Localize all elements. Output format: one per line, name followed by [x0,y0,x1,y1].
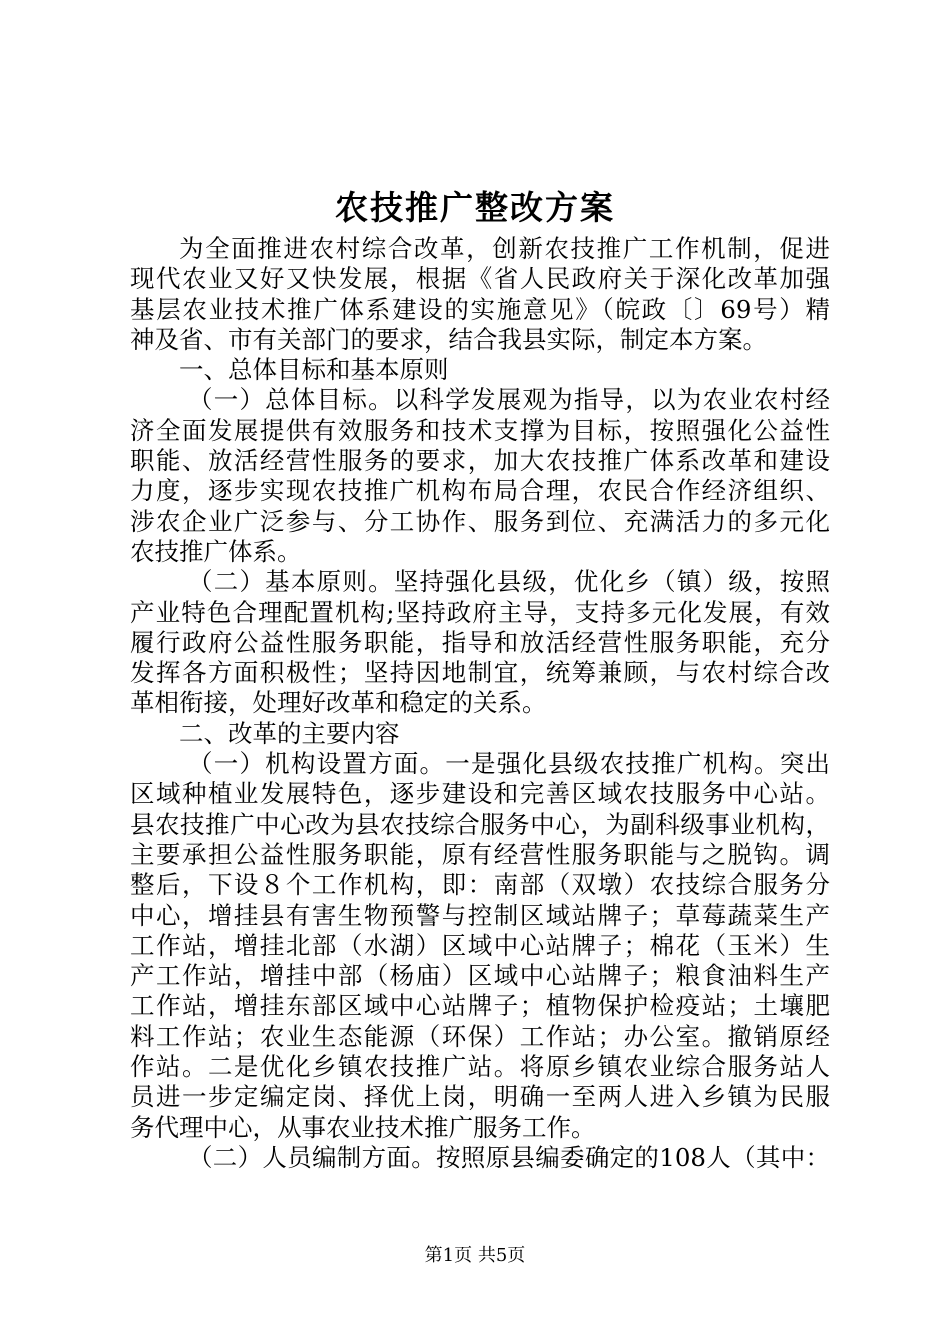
body-line: 济全面发展提供有效服务和技术支撑为目标，按照强化公益性 [130,415,830,445]
document-body [130,234,830,1173]
body-line: 务代理中心，从事农业技术推广服务工作。 [130,1112,596,1142]
body-line: 农技推广体系。 [130,536,302,566]
body-line: 工作站，增挂东部区域中心站牌子；植物保护检疫站；土壤肥 [130,991,830,1021]
body-line: 职能、放活经营性服务的要求，加大农技推广体系改革和建设 [130,446,830,476]
body-line: 料工作站；农业生态能源（环保）工作站；办公室。撤销原经 [130,1021,830,1051]
document-title: 农技推广整改方案 [335,188,615,227]
body-line: 员进一步定编定岗、择优上岗，明确一至两人进入乡镇为民服 [130,1082,830,1112]
body-line: 力度，逐步实现农技推广机构布局合理，农民合作经济组织、 [130,476,830,506]
body-line: 产工作站，增挂中部（杨庙）区域中心站牌子；粮食油料生产 [130,961,830,991]
body-line: 整后，下设８个工作机构，即：南部（双墩）农技综合服务分 [130,870,830,900]
body-line: 发挥各方面积极性；坚持因地制宜，统筹兼顾，与农村综合改 [130,658,830,688]
body-line: 产业特色合理配置机构;坚持政府主导，支持多元化发展，有效 [130,597,830,627]
body-line: （二）基本原则。坚持强化县级，优化乡（镇）级，按照 [188,567,830,597]
body-line: 主要承担公益性服务职能，原有经营性服务职能与之脱钩。调 [130,839,830,869]
body-line: 革相衔接，处理好改革和稳定的关系。 [130,688,547,718]
body-line: 二、改革的主要内容 [179,718,400,748]
body-line: 县农技推广中心改为县农技综合服务中心，为副科级事业机构， [130,809,830,839]
body-line: 区域种植业发展特色，逐步建设和完善区域农技服务中心站。 [130,779,830,809]
page-footer: 第1页 共5页 [424,1245,526,1266]
body-line: 履行政府公益性服务职能，指导和放活经营性服务职能，充分 [130,627,830,657]
body-line: （一）机构设置方面。一是强化县级农技推广机构。突出 [188,749,830,779]
body-line: 一、总体目标和基本原则 [179,355,449,385]
body-line: 作站。二是优化乡镇农技推广站。将原乡镇农业综合服务站人 [130,1052,830,1082]
body-line: 神及省、市有关部门的要求，结合我县实际，制定本方案。 [130,324,767,354]
body-line: 中心，增挂县有害生物预警与控制区域站牌子；草莓蔬菜生产 [130,900,830,930]
body-line: 工作站，增挂北部（水湖）区域中心站牌子；棉花（玉米）生 [130,930,830,960]
body-line: 涉农企业广泛参与、分工协作、服务到位、充满活力的多元化 [130,506,830,536]
body-line: （二）人员编制方面。按照原县编委确定的108人（其中： [188,1142,830,1172]
body-line: 基层农业技术推广体系建设的实施意见》（皖政〔〕69号）精 [130,294,830,324]
body-line: 为全面推进农村综合改革，创新农技推广工作机制，促进 [179,234,830,263]
body-line: （一）总体目标。以科学发展观为指导，以为农业农村经 [188,385,830,415]
body-line: 现代农业又好又快发展，根据《省人民政府关于深化改革加强 [130,264,830,294]
